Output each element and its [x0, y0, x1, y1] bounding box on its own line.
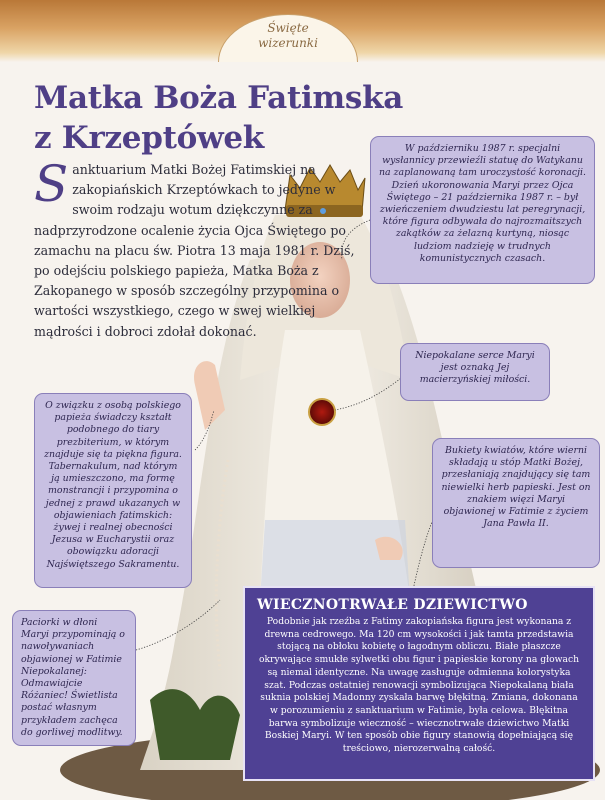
box-heading: WIECZNOTRWAŁE DZIEWICTWO	[257, 597, 528, 613]
section-label-line1: Święte	[267, 21, 309, 35]
title-line1: Matka Boża Fatimska	[34, 80, 404, 116]
page-title	[34, 78, 403, 158]
caption-tiara-presbytery: O związku z osobą polskiego papieża świadczy kształt podobnego do tiary prezbiterium, w którym znajduje się ta piękna figura. Tabernakulum, nad którym ją umieszczono, ma formę monstrancji i przypomina o jednej z prawd ukazanych w objawieniach fatimskich: żywej i realnej obecności Jezusa w Eucharystii oraz obowiązku adoracji Najświętszego Sakramentu.	[34, 393, 192, 588]
caption-coronation-1987: W październiku 1987 r. specjalni wysłannicy przewieźli statuę do Watykanu na zaplanowaną tam uroczystość koronacji. Dzień ukoronowania Maryi przez Ojca Świętego – 21 października 1987 r. – był zwieńczeniem dwudziestu lat peregrynacji, które figura odbywała do najrozmaitszych zakątków za żelazną kurtyną, niosąc ludziom nadzieję w trudnych komunistycznych czasach.	[370, 136, 595, 284]
intro-paragraph	[34, 155, 364, 342]
caption-rosary-beads: Paciorki w dłoni Maryi przypominają o nawoływaniach objawionej w Fatimie Niepokalanej: Odmawiajcie Różaniec! Świetlista postać własnym przykładem zachęca do gorliwej modlitwy.	[12, 610, 136, 746]
intro-text: anktuarium Matki Bożej Fatimskiej na zakopiańskich Krzeptówkach to jedyne w swoim rodzaju wotum dziękczynne za nadprzyrodzone ocalenie życia Ojca Świętego po zamachu na placu św. Piotra 13 maja 1981 r. Dziś, po odejściu polskiego papieża, Matka Boża z Zakopanego w sposób szczególny przypomina o wartości wszystkiego, czego w swej wielkiej mądrości i dobroci zdołał dokonać.	[34, 162, 355, 339]
caption-bouquets: Bukiety kwiatów, które wierni składają u stóp Matki Bożej, przesłaniają znajdujący się tam niewielki herb papieski. Jest on znakiem więzi Maryi objawionej w Fatimie z życiem Jana Pawła II.	[432, 438, 600, 568]
title-line2: z Krzeptówek	[34, 120, 264, 156]
section-label-line2: wizerunki	[258, 36, 318, 50]
immaculate-heart	[309, 399, 335, 425]
drop-cap: S	[34, 155, 69, 213]
sidebar-box-perpetual-virginity	[243, 586, 595, 781]
box-text: Podobnie jak rzeźba z Fatimy zakopiańska figura jest wykonana z drewna cedrowego. Ma 120 cm wysokości i jak tamta przedstawia stojącą na obłoku kobietę o łagodnym obliczu. Białe płaszcze okrywające smukłe sylwetki obu figur i papieskie korony na głowach są niemal identyczne. Na uwagę zasługuje odmienna kolorystyka szat. Podczas ostatniej renowacji symbolizująca Niepokalaną biała suknia polskiej Madonny zyskała barwę błękitną. Zmiana, dokonana w porozumieniu z sanktuarium w Fatimie, była celowa. Błękitna barwa symbolizuje wieczność – wiecznotrwałe dziewictwo Matki Boskiej Maryi. W ten sposób obie figury stanowią dopełniającą się treściowo, nierozerwalną całość.	[258, 616, 580, 755]
caption-immaculate-heart: Niepokalane serce Maryi jest oznaką Jej macierzyńskiej miłości.	[400, 343, 550, 401]
